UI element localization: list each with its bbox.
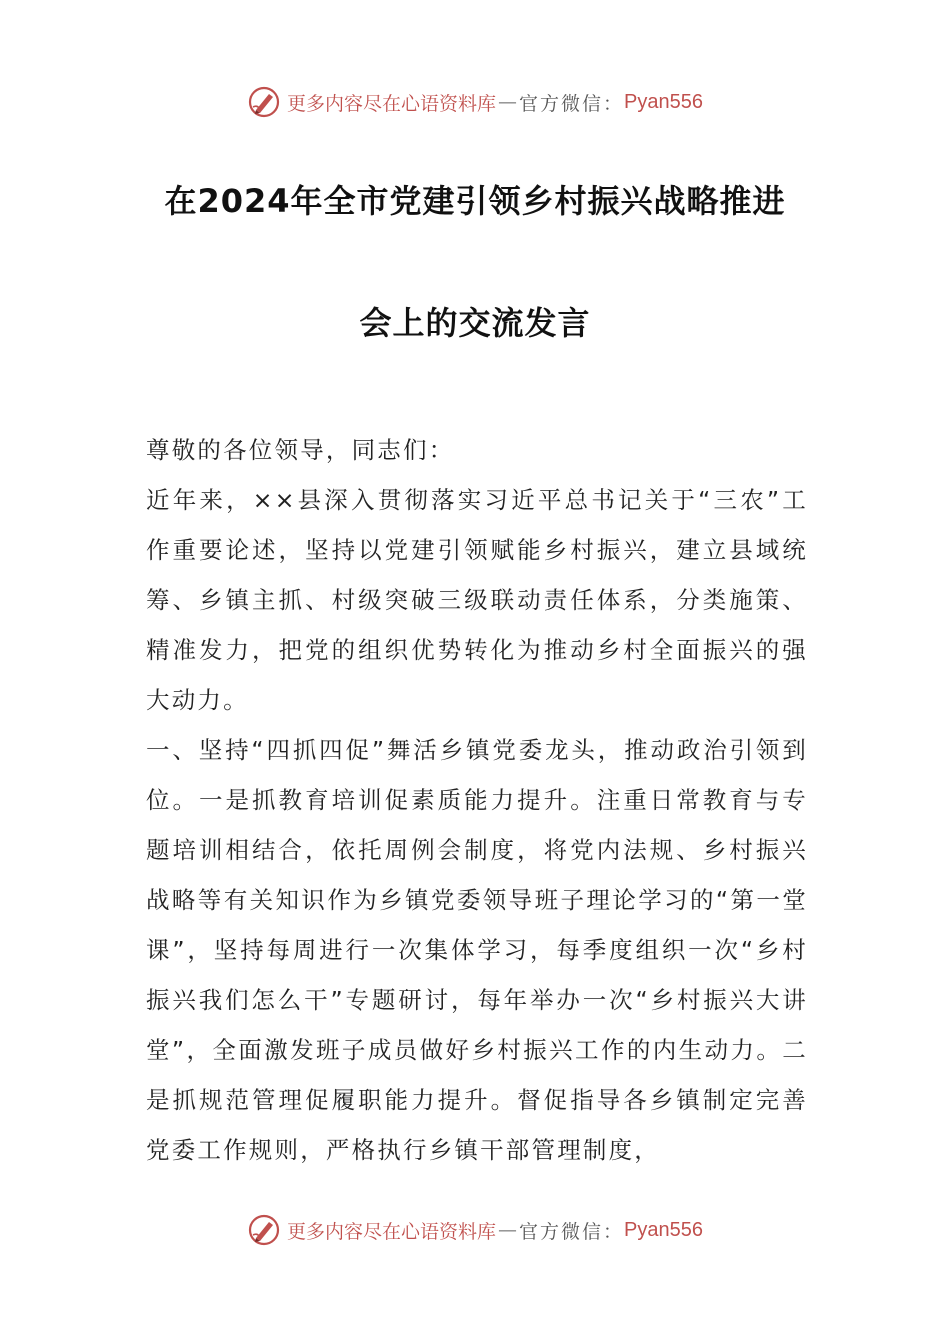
pen-logo-icon (247, 1213, 281, 1247)
salutation: 尊敬的各位领导，同志们： (146, 436, 455, 464)
footer-banner-text (287, 1217, 703, 1244)
footer-banner (0, 1210, 950, 1250)
header-banner-account: Pyan556 (624, 90, 703, 113)
header-banner-label: 官方微信： (519, 92, 625, 115)
pen-logo-icon (247, 85, 281, 119)
footer-banner-label: 官方微信： (519, 1220, 625, 1243)
document-title-line-1: 在2024年全市党建引领乡村振兴战略推进 (164, 182, 786, 220)
document-title-line-2: 会上的交流发言 (359, 304, 591, 342)
header-banner-separator: — (498, 91, 518, 113)
header-banner-text (287, 89, 703, 116)
footer-banner-account: Pyan556 (624, 1218, 703, 1241)
paragraph-intro: 近年来，××县深入贯彻落实习近平总书记关于“三农”工作重要论述，坚持以党建引领赋能乡村振兴，建立县域统筹、乡镇主抓、村级突破三级联动责任体系，分类施策、精准发力，把党的组织优势转化为推动乡村全面振兴的强大动力。 (146, 486, 808, 714)
header-banner-main: 更多内容尽在心语资料库 (287, 92, 497, 115)
paragraph-section-one: 一、坚持“四抓四促”舞活乡镇党委龙头，推动政治引领到位。一是抓教育培训促素质能力提升。注重日常教育与专题培训相结合，依托周例会制度，将党内法规、乡村振兴战略等有关知识作为乡镇党委领导班子理论学习的“第一堂课”，坚持每周进行一次集体学习，每季度组织一次“乡村振兴我们怎么干”专题研讨，每年举办一次“乡村振兴大讲堂”，全面激发班子成员做好乡村振兴工作的内生动力。二是抓规范管理促履职能力提升。督促指导各乡镇制定完善党委工作规则，严格执行乡镇干部管理制度， (146, 736, 808, 1164)
header-banner (0, 82, 950, 122)
footer-banner-main: 更多内容尽在心语资料库 (287, 1220, 497, 1243)
document-body (146, 425, 808, 1175)
footer-banner-separator: — (498, 1219, 518, 1241)
